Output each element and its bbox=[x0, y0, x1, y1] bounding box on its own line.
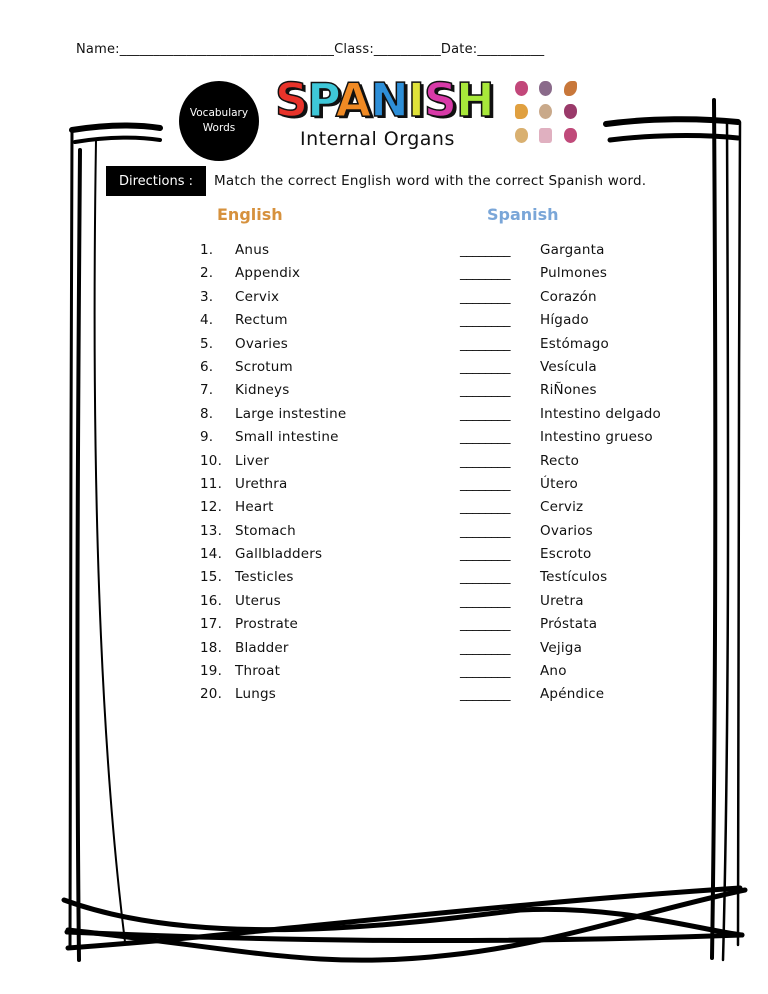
answer-blank[interactable]: ________ bbox=[460, 686, 510, 703]
bladder-icon bbox=[535, 125, 558, 146]
intestine-icon bbox=[559, 125, 582, 146]
item-number: 12. bbox=[200, 499, 223, 516]
answer-blank[interactable]: ________ bbox=[460, 616, 510, 633]
list-item bbox=[200, 406, 680, 429]
item-number: 19. bbox=[200, 663, 223, 680]
brain-icon bbox=[535, 101, 558, 122]
english-word: Appendix bbox=[235, 265, 301, 282]
vocabulary-words-badge bbox=[179, 81, 259, 161]
item-number: 1. bbox=[200, 242, 214, 258]
english-word: Uterus bbox=[235, 592, 281, 609]
liver-icon bbox=[559, 78, 582, 99]
title-letter: S bbox=[275, 73, 308, 127]
spanish-word: Próstata bbox=[540, 616, 598, 633]
spanish-word: Estómago bbox=[540, 335, 609, 352]
spanish-word: Pulmones bbox=[540, 265, 608, 282]
spanish-word: Vejiga bbox=[540, 639, 583, 656]
answer-blank[interactable]: ________ bbox=[460, 592, 510, 609]
spanish-word: Recto bbox=[540, 452, 580, 469]
list-item bbox=[200, 429, 680, 452]
title-letter: H bbox=[456, 73, 494, 127]
date-label: Date: bbox=[440, 42, 478, 57]
class-label: Class: bbox=[334, 42, 374, 57]
item-number: 4. bbox=[200, 312, 214, 329]
list-item bbox=[200, 289, 680, 312]
english-word: Kidneys bbox=[235, 382, 290, 399]
spanish-word: Intestino grueso bbox=[540, 429, 653, 446]
english-word: Stomach bbox=[235, 522, 296, 539]
list-item bbox=[200, 663, 680, 686]
stomach-icon bbox=[510, 101, 533, 122]
student-info-line bbox=[76, 42, 544, 57]
item-number: 3. bbox=[200, 288, 214, 305]
answer-blank[interactable]: ________ bbox=[460, 475, 510, 492]
lungs-icon bbox=[535, 78, 558, 99]
spanish-word: Ano bbox=[540, 663, 567, 680]
english-word: Heart bbox=[235, 499, 274, 516]
title-letter: N bbox=[370, 73, 408, 127]
spanish-word: Útero bbox=[540, 475, 578, 492]
item-number: 20. bbox=[200, 686, 223, 703]
english-word: Gallbladders bbox=[235, 546, 323, 563]
kidneys-icon bbox=[559, 101, 582, 122]
english-word: Anus bbox=[235, 242, 270, 258]
spanish-word: Testículos bbox=[540, 569, 608, 586]
answer-blank[interactable]: ________ bbox=[460, 242, 510, 258]
name-field[interactable]: ________________________________ bbox=[119, 42, 335, 57]
english-word: Urethra bbox=[235, 475, 288, 492]
answer-blank[interactable]: ________ bbox=[460, 452, 510, 469]
list-item bbox=[200, 593, 680, 616]
english-word: Throat bbox=[235, 663, 281, 680]
list-item bbox=[200, 523, 680, 546]
answer-blank[interactable]: ________ bbox=[460, 639, 510, 656]
list-item bbox=[200, 242, 680, 265]
spanish-word: Hígado bbox=[540, 312, 589, 329]
item-number: 17. bbox=[200, 616, 223, 633]
spanish-word: Apéndice bbox=[540, 686, 605, 703]
directions-text: Match the correct English word with the correct Spanish word. bbox=[214, 173, 647, 189]
english-word: Scrotum bbox=[235, 358, 293, 375]
list-item bbox=[200, 453, 680, 476]
answer-blank[interactable]: ________ bbox=[460, 312, 510, 329]
spanish-column-header: Spanish bbox=[487, 205, 559, 224]
page-subtitle: Internal Organs bbox=[300, 128, 455, 150]
english-word: Small intestine bbox=[235, 429, 339, 446]
answer-blank[interactable]: ________ bbox=[460, 382, 510, 399]
item-number: 9. bbox=[200, 429, 214, 446]
list-item bbox=[200, 312, 680, 335]
answer-blank[interactable]: ________ bbox=[460, 522, 510, 539]
title-letter: P bbox=[307, 73, 336, 127]
list-item bbox=[200, 616, 680, 639]
badge-line-2: Words bbox=[202, 122, 236, 134]
answer-blank[interactable]: ________ bbox=[460, 335, 510, 352]
answer-blank[interactable]: ________ bbox=[460, 405, 510, 422]
spanish-word: Escroto bbox=[540, 546, 592, 563]
title-letter: I bbox=[407, 73, 424, 127]
item-number: 16. bbox=[200, 592, 223, 609]
list-item bbox=[200, 476, 680, 499]
list-item bbox=[200, 499, 680, 522]
list-item bbox=[200, 382, 680, 405]
spanish-word: Ovarios bbox=[540, 522, 593, 539]
date-field[interactable]: __________ bbox=[477, 42, 545, 57]
item-number: 13. bbox=[200, 522, 223, 539]
english-word: Liver bbox=[235, 452, 270, 469]
class-field[interactable]: __________ bbox=[373, 42, 441, 57]
spanish-word: Cerviz bbox=[540, 499, 584, 516]
list-item bbox=[200, 265, 680, 288]
answer-blank[interactable]: ________ bbox=[460, 569, 510, 586]
head-icon bbox=[510, 125, 533, 146]
answer-blank[interactable]: ________ bbox=[460, 546, 510, 563]
spanish-word: Vesícula bbox=[540, 358, 597, 375]
list-item bbox=[200, 686, 680, 709]
list-item bbox=[200, 359, 680, 382]
item-number: 11. bbox=[200, 475, 223, 492]
spanish-word: RiÑones bbox=[540, 382, 597, 399]
item-number: 7. bbox=[200, 382, 214, 399]
english-word: Large instestine bbox=[235, 405, 347, 422]
list-item bbox=[200, 640, 680, 663]
spanish-word: Uretra bbox=[540, 592, 584, 609]
item-number: 18. bbox=[200, 639, 223, 656]
page-title bbox=[275, 72, 494, 128]
answer-blank[interactable]: ________ bbox=[460, 499, 510, 516]
item-number: 10. bbox=[200, 452, 223, 469]
answer-blank[interactable]: ________ bbox=[460, 358, 510, 375]
badge-line-1: Vocabulary bbox=[189, 107, 249, 119]
list-item bbox=[200, 336, 680, 359]
english-word: Lungs bbox=[235, 686, 276, 703]
item-number: 8. bbox=[200, 405, 214, 422]
english-word: Testicles bbox=[235, 569, 294, 586]
title-letter: A bbox=[335, 73, 371, 127]
item-number: 6. bbox=[200, 358, 214, 375]
spanish-word: Garganta bbox=[540, 242, 605, 258]
matching-list bbox=[200, 242, 680, 710]
list-item bbox=[200, 569, 680, 592]
list-item bbox=[200, 546, 680, 569]
spanish-word: Corazón bbox=[540, 288, 597, 305]
heart-icon bbox=[510, 78, 533, 99]
item-number: 2. bbox=[200, 265, 214, 282]
answer-blank[interactable]: ________ bbox=[460, 429, 510, 446]
english-word: Ovaries bbox=[235, 335, 288, 352]
english-word: Cervix bbox=[235, 288, 280, 305]
organ-icons-grid bbox=[510, 78, 582, 146]
title-letter: S bbox=[423, 73, 457, 127]
answer-blank[interactable]: ________ bbox=[460, 663, 510, 680]
english-word: Prostrate bbox=[235, 616, 298, 633]
english-word: Bladder bbox=[235, 639, 289, 656]
english-column-header: English bbox=[217, 205, 283, 224]
item-number: 5. bbox=[200, 335, 214, 352]
answer-blank[interactable]: ________ bbox=[460, 265, 510, 282]
answer-blank[interactable]: ________ bbox=[460, 288, 510, 305]
english-word: Rectum bbox=[235, 312, 288, 329]
directions-label: Directions : bbox=[106, 166, 206, 196]
item-number: 14. bbox=[200, 546, 223, 563]
item-number: 15. bbox=[200, 569, 223, 586]
spanish-word: Intestino delgado bbox=[540, 405, 662, 422]
name-label: Name: bbox=[76, 42, 120, 57]
